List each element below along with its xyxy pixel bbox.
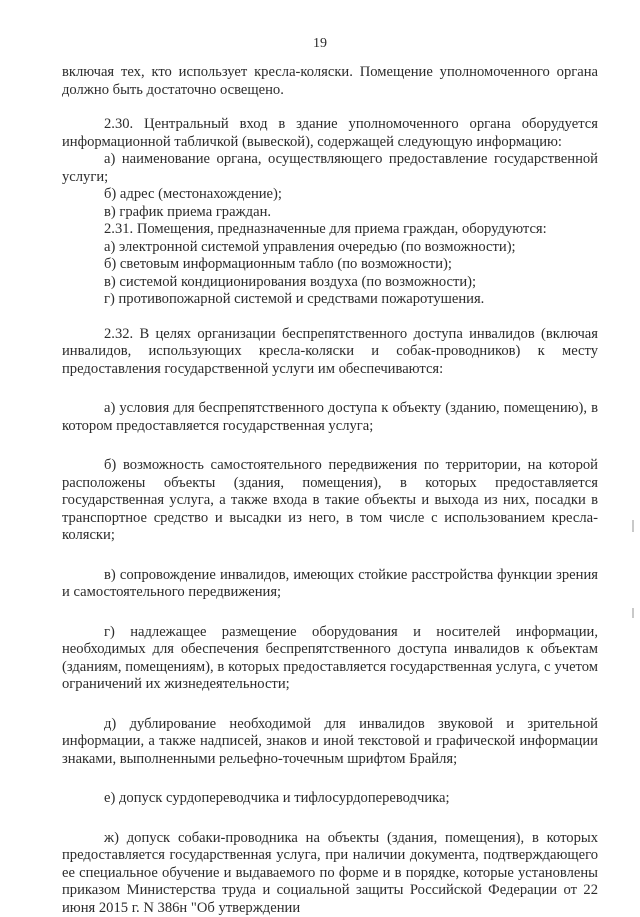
list-item-2-30-a: а) наименование органа, осуществляющего предоставление государственной услуги; bbox=[62, 151, 598, 186]
list-item-2-31-b: б) световым информационным табло (по возможности); bbox=[62, 256, 598, 274]
scan-artifact bbox=[632, 608, 634, 618]
document-body bbox=[62, 64, 598, 917]
list-item-2-30-b: б) адрес (местонахождение); bbox=[62, 186, 598, 204]
list-item-2-31-c: в) системой кондиционирования воздуха (по возможности); bbox=[62, 274, 598, 292]
paragraph-2-30: 2.30. Центральный вход в здание уполномоченного органа оборудуется информационной табличкой (вывеской), содержащей следующую информацию: bbox=[62, 116, 598, 151]
list-item-2-32-c: в) сопровождение инвалидов, имеющих стойкие расстройства функции зрения и самостоятельного передвижения; bbox=[62, 567, 598, 602]
list-item-2-32-f: е) допуск сурдопереводчика и тифлосурдопереводчика; bbox=[62, 790, 598, 808]
list-item-2-30-c: в) график приема граждан. bbox=[62, 204, 598, 222]
list-item-2-32-b: б) возможность самостоятельного передвижения по территории, на которой расположены объекты (здания, помещения), в которых предоставляется государственная услуга, а также входа в такие объекты и выхода из них, посадки в транспортное средство и высадки из него, в том числе с использованием кресла-коляски; bbox=[62, 457, 598, 545]
list-item-2-31-a: а) электронной системой управления очередью (по возможности); bbox=[62, 239, 598, 257]
list-item-2-32-a: а) условия для беспрепятственного доступа к объекту (зданию, помещению), в котором предоставляется государственная услуга; bbox=[62, 400, 598, 435]
list-item-2-32-d: г) надлежащее размещение оборудования и носителей информации, необходимых для обеспечения беспрепятственного доступа инвалидов к объектам (зданиям, помещениям), в которых предоставляется государственная услуга, с учетом ограничений их жизнедеятельности; bbox=[62, 624, 598, 694]
paragraph-2-31: 2.31. Помещения, предназначенные для приема граждан, оборудуются: bbox=[62, 221, 598, 239]
paragraph-continuation: включая тех, кто использует кресла-коляски. Помещение уполномоченного органа должно быть достаточно освещено. bbox=[62, 64, 598, 99]
list-item-2-32-e: д) дублирование необходимой для инвалидов звуковой и зрительной информации, а также надписей, знаков и иной текстовой и графической информации знаками, выполненными рельефно-точечным шрифтом Брайля; bbox=[62, 716, 598, 769]
list-item-2-31-d: г) противопожарной системой и средствами пожаротушения. bbox=[62, 291, 598, 309]
paragraph-2-32: 2.32. В целях организации беспрепятственного доступа инвалидов (включая инвалидов, использующих кресла-коляски и собак-проводников) к месту предоставления государственной услуги им обеспечиваются: bbox=[62, 326, 598, 379]
list-item-2-32-g: ж) допуск собаки-проводника на объекты (здания, помещения), в которых предоставляется государственная услуга, при наличии документа, подтверждающего ее специальное обучение и выдаваемого по форме и в порядке, которые установлены приказом Министерства труда и социальной защиты Российской Федерации от 22 июня 2015 г. N 386н "Об утверждении bbox=[62, 830, 598, 917]
page-number: 19 bbox=[0, 36, 640, 52]
scan-artifact bbox=[632, 520, 634, 532]
